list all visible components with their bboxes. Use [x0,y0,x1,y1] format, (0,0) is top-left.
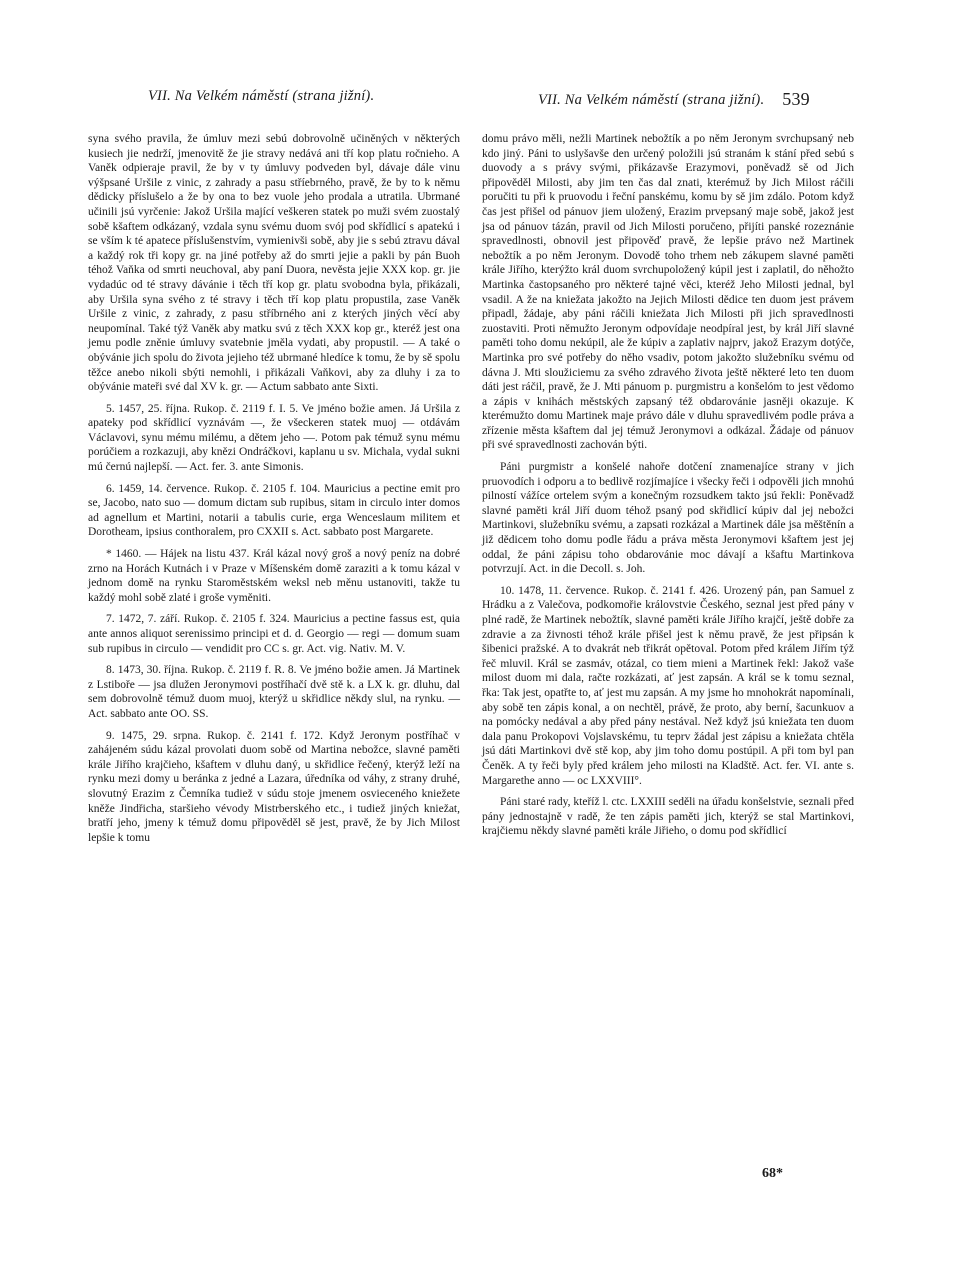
paragraph: 10. 1478, 11. července. Rukop. č. 2141 f. 426. Urozený pán, pan Samuel z Hrádku a z Valečova, podkomořie královstvie Českého, seznal jest před pány v plné radě, že Martinek nebožtík, slavné paměti krále Jiřího krajčí, ještě dobře za zdravie a za živnosti téhož krále přišel jest k němu pravě, že jest připsán k šibenici pražské. A to dvakrát neb třikrát opětoval. Potom před králem Jiřím týž řeč mluvil. Král se zasmáv, otázal, co tiem mieni a Martinek řekl: Jakož vaše milost duom mi dala, račte rozkázati, ať jest zapsán. A král se k tomu seznal, řka: Tak jest, opatřte to, ať jest mu zapsán. A my jsme ho mnohokrát napomínali, aby sobě ten zápis konal, a on nechtěl, právě, že proto, aby berní, šacunkuov a na pomócky nedával a aby před pány nestával. Než když jsú kniežata ten duom dala panu Prokopovi Vojslavskému, tu teprv žádal jest zápisu a kniežata chtěla jsú dáti Martinkovi dvě stě kop, aby jim toho domu postúpil. A při tom byl pan Čeněk. A ty řeči byly před králem jeho milosti na Kladště. Act. fer. VI. ante s. Margarethe anno — oc LXXVIII°. [482,584,854,787]
page-number: 539 [782,89,810,109]
paragraph: syna svého pravila, že úmluv mezi sebú dobrovolně učiněných v některých kusiech jie nedrží, jmenovitě že jie stravy nedává ani tří kop platu ročnieho. A Vaněk odpieraje pravil, že by v ty úmluvy podveden byl, dávaje dále vinu výšpsané Uršile z vinic, z zahrady a pasu stříebrného, pravě, že by to k němu dědicky příslušelo a že by ona to bez vuole jeho prodala a utratila. Ubrmané učinili jsú vyrčenie: Jakož Uršila mající veškeren statek po muži svém zuostalý sobě kšaftem odkázaný, vzdala synu svému duom svój pod skřídlicí s apatekú i se vším k té apatece příslušenstvím, vymienivši sobě, aby jie s sebú ztravu dával a každý rok tři kopy gr. na jiné potřeby až do smrti jejie a pakli by pán Buoh téhož Vaňka od smrti neuchoval, aby paní Duora, nevěsta jejie XXX kop. gr. jie vydadúc od té stravy dávánie i těch tří kop gr. platu svobodna byla, přikázali, aby Uršila syna svého z té stravy i těch tří kop platu propustila, zase Vaněk Uršile z vinic, z zahrady, z pasu stříbrného ani z kterých jiných věcí aby neupomínal. Také týž Vaněk aby matku svú z těch XXX kop gr., kteréž jest ona jemu podle zněnie úmluvy svatebnie jměla vydati, aby propustil. — A také o obývánie jich spolu do života jejieho též ubrmané hledíce k tomu, že by sě spolu těžce anebo nikoli sbýti nemohli, i přikázali Vaňkovi, aby za dluhy i za to obývánie mateři své dal XV k. gr. — Actum sabbato ante Sixti. [88,133,460,394]
header-right [538,88,810,109]
paragraph: 9. 1475, 29. srpna. Rukop. č. 2141 f. 172. Když Jeronym postříhač v zahájeném súdu kázal provolati duom sobě od Martina nebožce, slavné paměti krále Jiřího krajčieho, kšaftem v dluhu daný, u skřidlice řečený, kterýž leží na rynku mezi domy u beránka z jedné a Lazara, úředníka od váhy, z strany druhé, slovutný Erazim z Čemníka tudiež v súdu stoje jmenem osvieceného kniežete kněže Jindřicha, staršieho vévody Mistrberského etc., i tudiež jiných kniežat, bratří jeho, jmeny k témuž domu připověděl sě jest, pravě, že by Jich Milost lepšie k tomu [88,729,460,844]
running-header [148,88,848,114]
paragraph: Páni staré rady, kteříž l. ctc. LXXIII seděli na úřadu konšelstvie, seznali před pány jednostajně v radě, že ten zápis paměti jich, kterýž se stal Martinkovi, krajčiemu někdy slavné paměti krále Jiřieho, o domu pod skřídlicí [482,796,854,838]
paragraph: 7. 1472, 7. září. Rukop. č. 2105 f. 324. Mauricius a pectine fassus est, quia ante annos aliquot serenissimo principi et d. d. Georgio — regi — domum suam sub rupibus in circulo — vendidit pro CC s. gr. Act. vig. Nativ. M. V. [88,613,460,655]
paragraph: domu právo měli, nežli Martinek nebožtík a po něm Jeronym svrchupsaný neb kdo jiný. Páni to uslyšavše den určený položili jsú stranám k stání před sebú s duovody a s právy svými, přikázavše Erazymovi, poněvadž sě od Jich připověděl Milosti, aby jim ten čas dal znati, kterémuž by Jich Milost ráčili poručiti tu při k pruovodu i řeční panskému, komu by sě jim zdálo. Potom když čas jest přišel od pánuov jiem uložený, Erazim prvepsaný maje sobě, jakož jest jsa od pánuov tázán, pravil od Jich Milosti poručeno, přijíti panské rozeznánie spravedlnosti, obnovil jest připověď pravě, že lepšie právo než Martinek nebožtík a po něm Jeronym. Dovodě toho trhem neb zákupem slavné paměti krále Jiřího, kterýžto král duom svrchupoložený kúpil jest i zaplatil, do něhožto Martinka častopsaného pro některé tajné věci, kteréž Jeho Milosti jednal, byl vsadil. A že na kniežata jakožto na Jejich Milosti dědice ten duom jest právem připadl, žádaje, aby páni ráčili kniežata Jich Milosti při jich spravedlnosti zuostaviti. Proti němužto Jeronym odpovídaje neodpíral jest, by král Jiří slavné paměti toho domu nekúpil, ale že kúpiv a zaplativ najprv, jakož Erazym dotýče, Martinka pro své potřeby do něho vsadiv, potom jakožto služebníku svému od dávna J. Mti sloužiciemu za svého zdravého života ještě některé leto ten duom dáti jest ráčil, pravě, že J. Mti pánuom p. purgmistru a konšelóm to jest vědomo a zápis v knihách městských zapsaný též obdarovánie jasněji okazuje. K kterémužto domu Martinek maje právo dále v dluhu spravedlivém podle práva a zřízenie města kšaftem dal jej témuž Jeronymovi a odkázal. Žádaje od pánuov při své spravedlnosti zachován býti. [482,133,854,452]
right-column [482,132,854,839]
header-right-title: VII. Na Velkém náměstí (strana jižní). [538,92,765,108]
paragraph: 6. 1459, 14. července. Rukop. č. 2105 f. 104. Mauricius a pectine emit pro se, Jacobo, nato suo — domum dictam sub rupibus, sitam in circulo inter domos ad agnellum et Martini, notarii a tabulis curie, erga Wenceslaum militem et Dorotheam, ipsius conthoralem, pro CXXII s. Act. sabbato post Margarete. [88,482,460,539]
paragraph: * 1460. — Hájek na listu 437. Král kázal nový groš a nový peníz na dobré zrno na Horách Kutnách i v Praze v Míšenském domě zaraziti a k tomu kázal v jednom domě na rynku Staroměstském weksl neb měnu ustanoviti, takže tu každý mohl sobě zlaté i groše vyměniti. [88,548,460,604]
signature-mark: 68* [762,1166,783,1181]
paragraph: 8. 1473, 30. října. Rukop. č. 2119 f. R. 8. Ve jméno božie amen. Já Martinek z Lstiboře — jsa dlužen Jeronymovi postříhačí dvě stě k. a LX k. gr. dluhu, dal sem dobrovolně témuž duom muoj, kterýž u skřidlice někdy slul, na rynku. — Act. sabbato ante OO. SS. [88,664,460,720]
header-left-title: VII. Na Velkém náměstí (strana jižní). [148,88,375,104]
left-column [88,132,460,845]
paragraph: Páni purgmistr a konšelé nahoře dotčení znamenajíce strany v jich pruovodích i odporu a to bedlivě rozjímajíce i všecky řeči i odpověli jich mnohú pilností vážíce ortelem svým a konečným rozsudkem takto jsú řekli: Poněvadž slavné paměti král Jiří duom téhož psaný pod skřidlicí kúpiv dal jej nebožci Martinkovi, služebníku svému, a zapsati rozkázal a Martinek dále jsa měštěnín a již dědicem toho domu podle řádu a práva města Jeronymovi kšaftem jest jej oddal, že páni zápisu toho obdarovánie moc dávají a kšaftu Martinkova potvrzují. Act. in die Decoll. s. Joh. [482,461,854,576]
paragraph: 5. 1457, 25. října. Rukop. č. 2119 f. I. 5. Ve jméno božie amen. Já Uršila z apateky pod skřídlicí vyznávám —, že všeckeren statek muoj — otdávám Václavovi, synu mému milému, a dětem jeho —. Potom pak témuž synu mému porúčiem a rozkazuji, aby knězi Ondráčkovi, kaplanu u sv. Michala, vydal sukni mú černú najlepší. — Act. fer. 3. ante Simonis. [88,402,460,474]
